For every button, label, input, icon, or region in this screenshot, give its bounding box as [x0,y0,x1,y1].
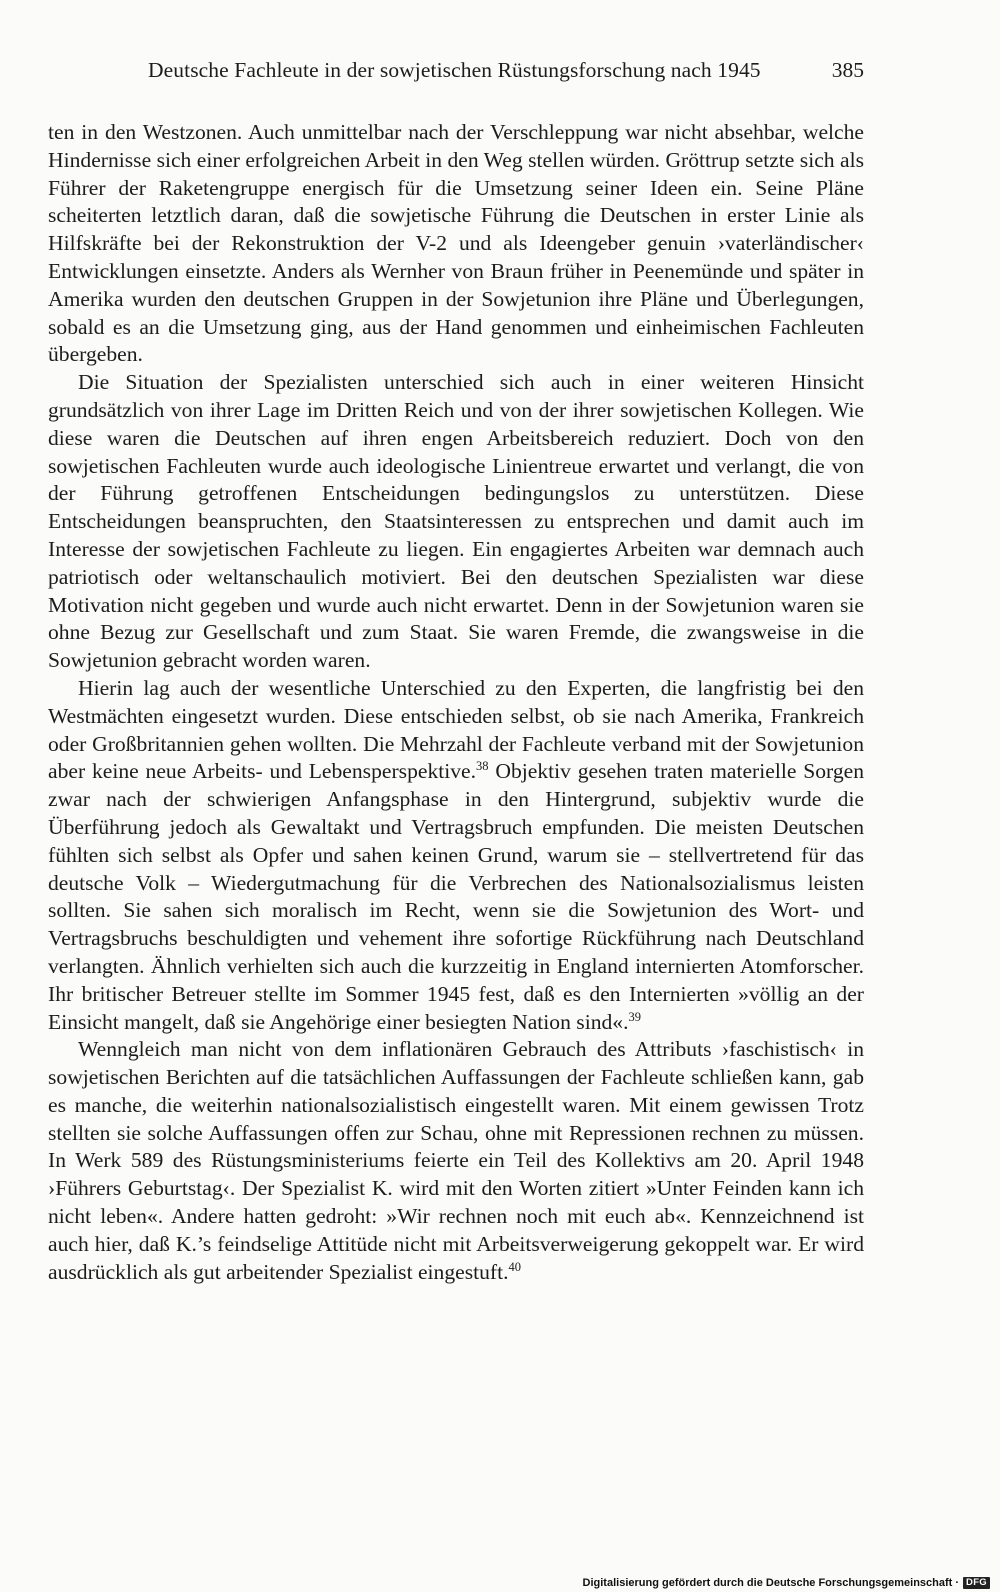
paragraph-4-part-1: Wenngleich man nicht von dem inflationären Gebrauch des Attributs ›faschistisch‹ in sowjetischen Berichten auf die tatsächlichen Auffassungen der Fachleute schließen kann, gab es manche, die weiterhin nationalsozialistisch eingestellt waren. Mit einem gewissen Trotz stellten sie solche Auffassungen offen zur Schau, ohne mit Repressionen rechnen zu müssen. In Werk 589 des Rüstungsministeriums feierte ein Teil des Kollektivs am 20. April 1948 ›Führers Geburtstag‹. Der Spezialist K. wird mit den Worten zitiert »Unter Feinden kann ich nicht leben«. Andere hatten gedroht: »Wir rechnen noch mit euch ab«. Kennzeichnend ist auch hier, daß K.’s feindselige Attitüde nicht mit Arbeitsverweigerung gekoppelt war. Er wird ausdrücklich als gut arbeitender Spezialist eingestuft. [48,1037,864,1284]
paragraph-3 [48,675,864,1036]
paragraph-3-part-1: Hierin lag auch der wesentliche Unterschied zu den Experten, die langfristig bei den Westmächten eingesetzt wurden. Diese entschieden selbst, ob sie nach Amerika, Frankreich oder Großbritannien gehen wollten. Die Mehrzahl der Fachleute verband mit der Sowjetunion aber keine neue Arbeits- und Lebensperspektive. [48,675,864,784]
footnote-ref-40: 40 [508,1259,522,1274]
running-title: Deutsche Fachleute in der sowjetischen Rüstungsforschung nach 1945 [148,58,761,82]
footnote-ref-39: 39 [628,1009,641,1024]
paragraph-1: ten in den Westzonen. Auch unmittelbar nach der Verschleppung war nicht absehbar, welche Hindernisse sich einer erfolgreichen Arbeit in den Weg stellen würden. Gröttrup setzte sich als Führer der Raketengruppe energisch für die Umsetzung seiner Ideen ein. Seine Pläne scheiterten letztlich daran, daß die sowjetische Führung die Deutschen in erster Linie als Hilfskräfte bei der Rekonstruktion der V-2 und als Ideengeber genuin ›vaterländischer‹ Entwicklungen einsetzte. Anders als Wernher von Braun früher in Peenemünde und später in Amerika wurden den deutschen Gruppen in der Sowjetunion ihre Pläne und Überlegungen, sobald es an die Umsetzung ging, aus der Hand genommen und einheimischen Fachleuten übergeben. [48,120,864,367]
footnote-ref-38: 38 [476,759,489,774]
digitization-credit [583,1575,990,1590]
credit-text: Digitalisierung gefördert durch die Deutsche Forschungsgemeinschaft · [582,1576,960,1589]
dfg-logo: DFG [963,1577,990,1589]
paragraph-4 [48,1036,864,1286]
paragraph-2: Die Situation der Spezialisten unterschied sich auch in einer weiteren Hinsicht grundsätzlich von ihrer Lage im Dritten Reich und von der ihrer sowjetischen Kollegen. Wie diese waren die Deutschen auf ihren engen Arbeitsbereich reduziert. Doch von den sowjetischen Fachleuten wurde auch ideologische Linientreue erwartet und verlangt, die von der Führung getroffenen Entscheidungen bedingungslos zu unterstützen. Diese Entscheidungen beanspruchten, den Staatsinteressen zu entsprechen und damit auch im Interesse der sowjetischen Fachleute zu liegen. Ein engagiertes Arbeiten war demnach auch patriotisch oder weltanschaulich motiviert. Bei den deutschen Spezialisten war diese Motivation nicht gegeben und wurde auch nicht erwartet. Denn in der Sowjetunion waren sie ohne Bezug zur Gesellschaft und zum Staat. Sie waren Fremde, die zwangsweise in die Sowjetunion gebracht worden waren. [48,370,864,673]
body-text [48,119,864,1286]
running-header [148,58,864,92]
page-number: 385 [831,58,864,82]
paragraph-3-part-2: Objektiv gesehen traten materielle Sorgen zwar nach der schwierigen Anfangsphase in den Hintergrund, subjektiv wurde die Überführung jedoch als Gewaltakt und Vertragsbruch empfunden. Die meisten Deutschen fühlten sich selbst als Opfer und sahen keinen Grund, warum sie – stellvertretend für das deutsche Volk – Wiedergutmachung für die Verbrechen des Nationalsozialismus leisten sollten. Sie sahen sich moralisch im Recht, wenn sie die Sowjetunion des Wort- und Vertragsbruchs beschuldigten und vehement ihre sofortige Rückführung nach Deutschland verlangten. Ähnlich verhielten sich auch die kurzzeitig in England internierten Atomforscher. Ihr britischer Betreuer stellte im Sommer 1945 fest, daß es den Internierten »völlig an der Einsicht mangelt, daß sie Angehörige einer besiegten Nation sind«. [48,759,865,1034]
